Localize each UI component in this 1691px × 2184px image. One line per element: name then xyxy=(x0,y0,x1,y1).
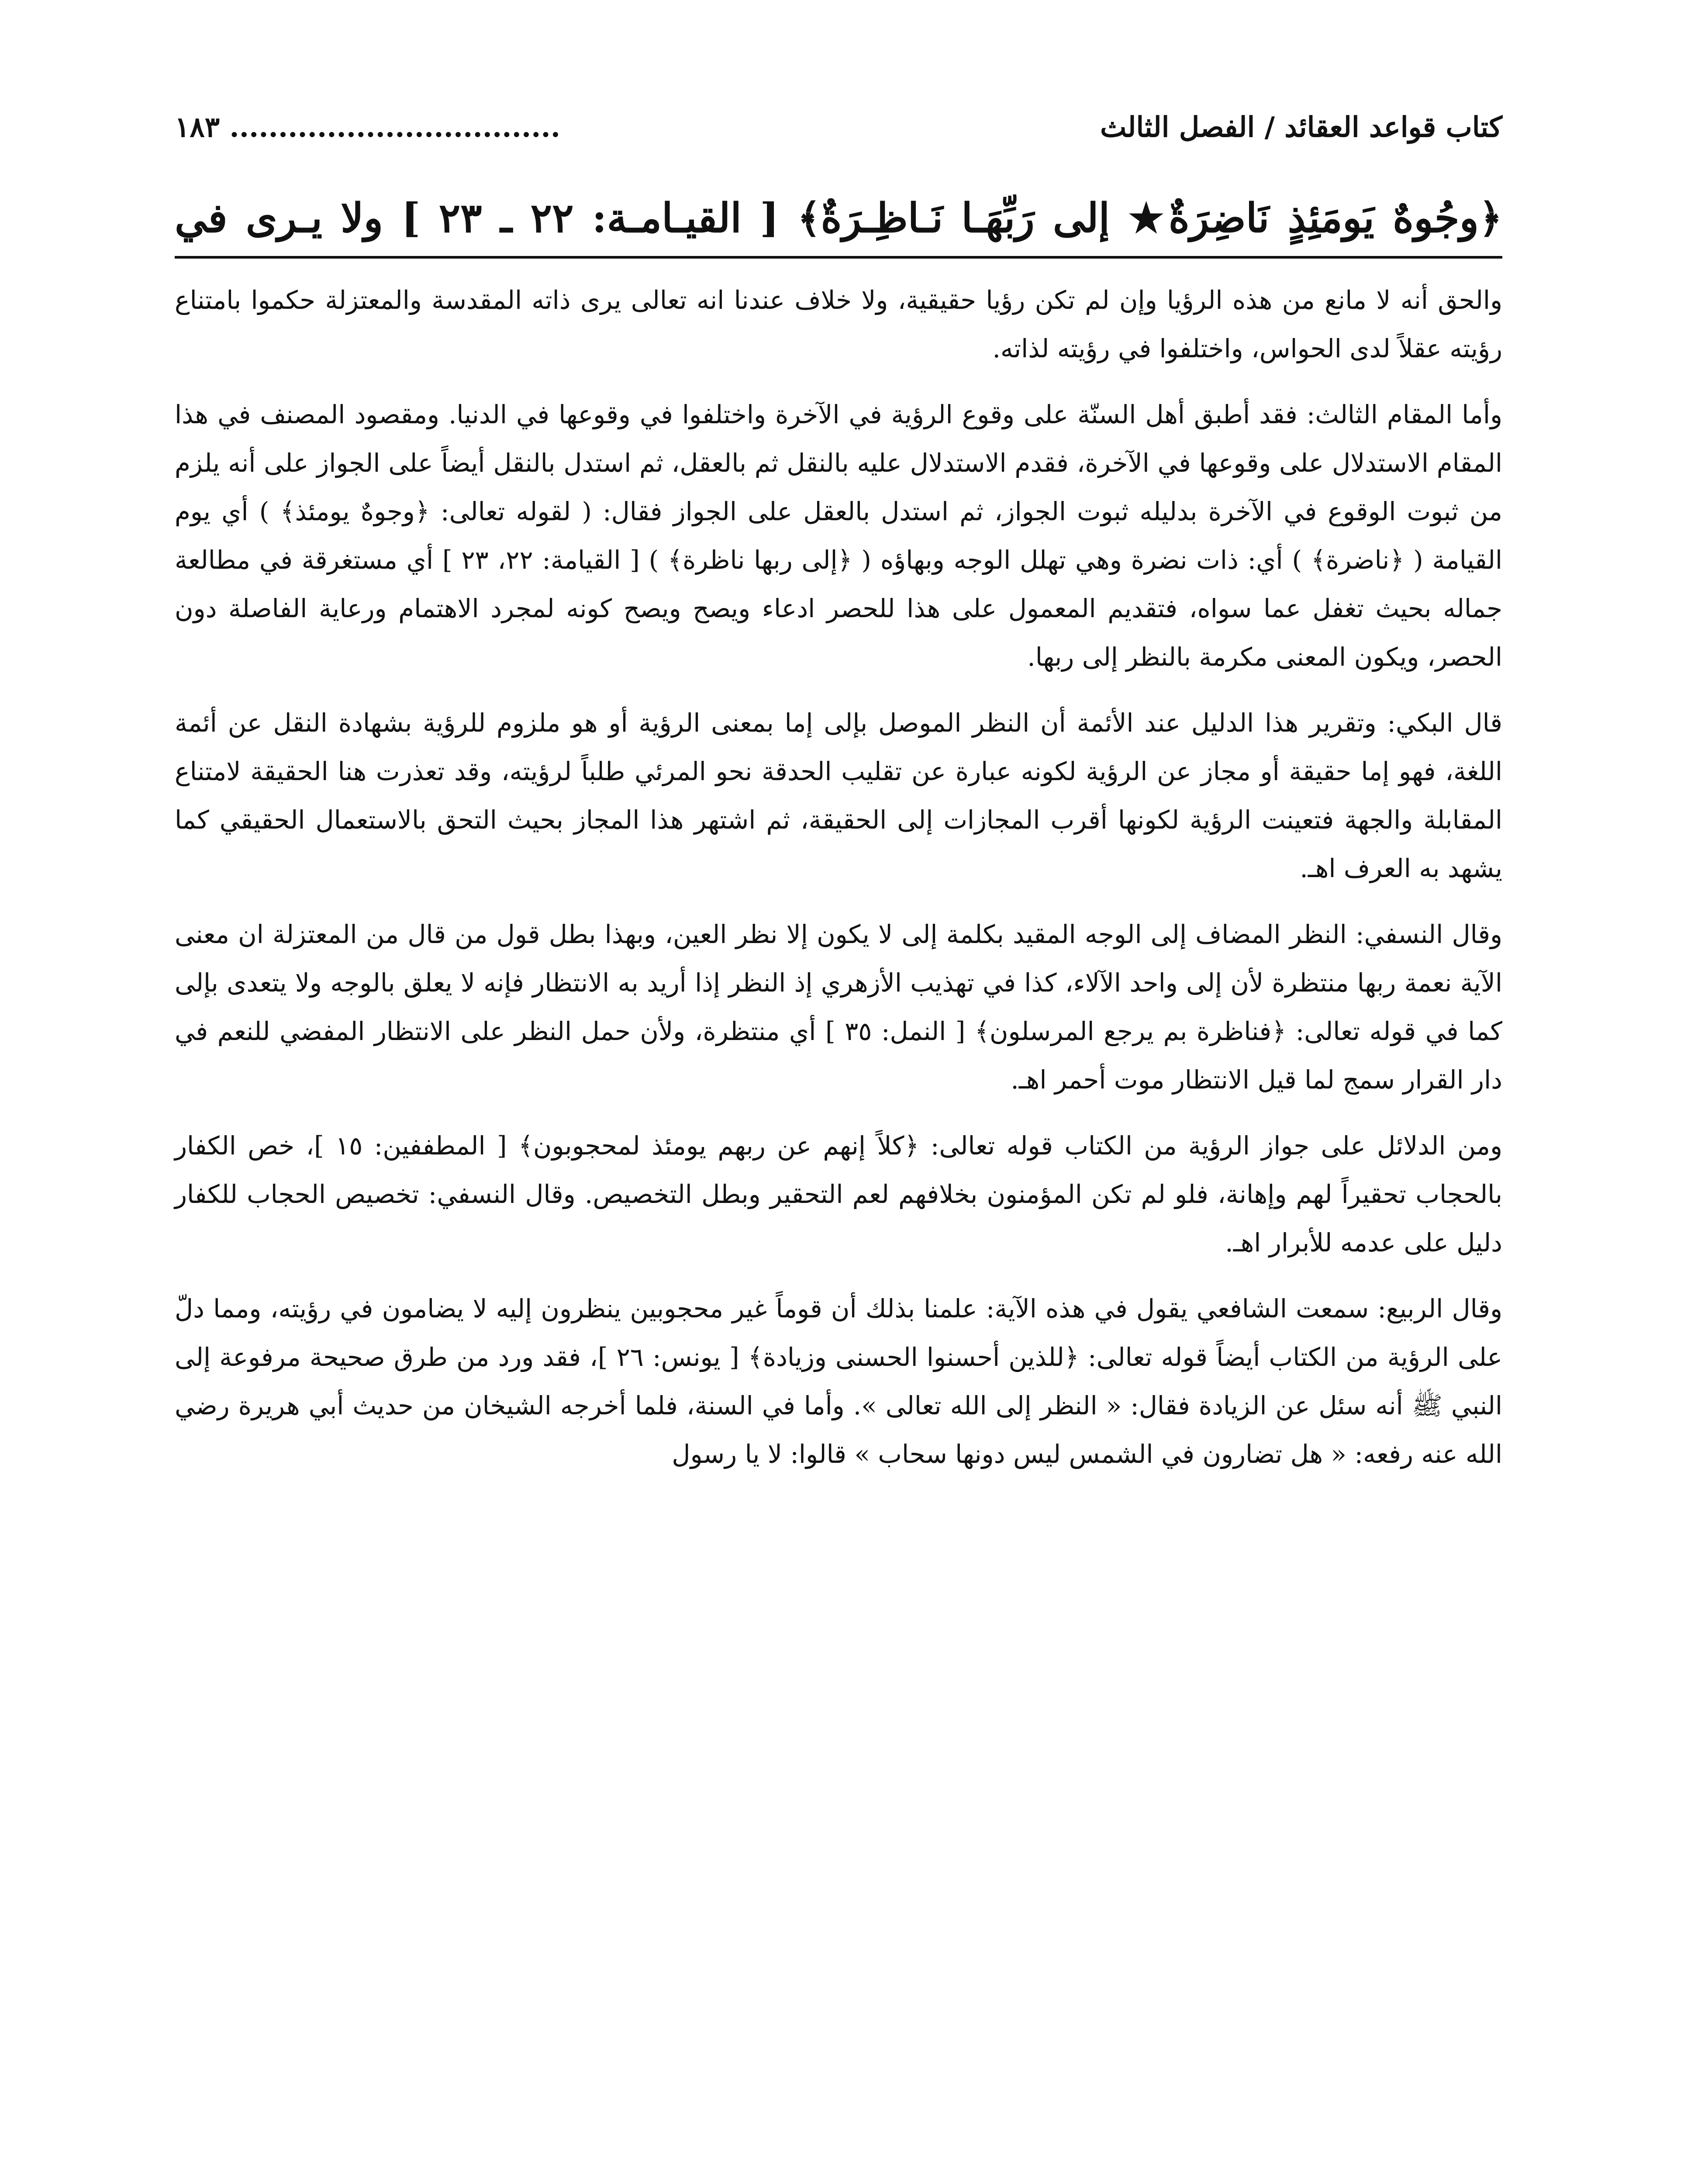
paragraph: والحق أنه لا مانع من هذه الرؤيا وإن لم تكن رؤيا حقيقية، ولا خلاف عندنا انه تعالى يرى ذاته المقدسة والمعتزلة حكموا بامتناع رؤيته عقلاً لدى الحواس، واختلفوا في رؤيته لذاته. xyxy=(175,285,1502,363)
commentary-text xyxy=(175,276,1502,1479)
horizontal-divider xyxy=(175,256,1502,259)
chapter-title: كتاب قواعد العقائد / الفصل الثالث xyxy=(1100,111,1502,144)
paragraph: وأما المقام الثالث: فقد أطبق أهل السنّة على وقوع الرؤية في الآخرة واختلفوا في وقوعها في الدنيا. ومقصود المصنف في هذا المقام الاستدلال على وقوعها في الآخرة، فقدم الاستدلال عليه بالنقل ثم بالعقل، ثم استدل بالنقل أيضاً على الجواز على أنه يلزم من ثبوت الوقوع في الآخرة بدليله ثبوت الجواز، ثم استدل بالعقل على الجواز فقال: ( لقوله تعالى: ﴿وجوهٌ يومئذ﴾ ) أي يوم القيامة ( ﴿ناضرة﴾ ) أي: ذات نضرة وهي تهلل الوجه وبهاؤه ( ﴿إلى ربها ناظرة﴾ ) [ القيامة: ٢٢، ٢٣ ] أي مستغرقة في مطالعة جماله بحيث تغفل عما سواه، فتقديم المعمول على هذا للحصر ادعاء ويصح ويصح كونه لمجرد الاهتمام ورعاية الفاصلة دون الحصر، ويكون المعنى مكرمة بالنظر إلى ربها. xyxy=(175,400,1503,672)
page-number: .................................. ١٨٣ xyxy=(175,111,560,144)
paragraph: وقال النسفي: النظر المضاف إلى الوجه المقيد بكلمة إلى لا يكون إلا نظر العين، وبهذا بطل قول من قال من المعتزلة ان معنى الآية نعمة ربها منتظرة لأن إلى واحد الآلاء، كذا في تهذيب الأزهري إذ النظر إذا أريد به الانتظار فإنه لا يعلق بالوجه ولا يتعدى بإلى كما في قوله تعالى: ﴿فناظرة بم يرجع المرسلون﴾ [ النمل: ٣٥ ] أي منتظرة، ولأن حمل النظر على الانتظار المفضي للنعم في دار القرار سمج لما قيل الانتظار موت أحمر اهـ. xyxy=(175,919,1502,1095)
paragraph: قال البكي: وتقرير هذا الدليل عند الأئمة أن النظر الموصل بإلى إما بمعنى الرؤية أو هو ملزوم للرؤية بشهادة النقل عن أئمة اللغة، فهو إما حقيقة أو مجاز عن الرؤية لكونه عبارة عن تقليب الحدقة نحو المرئي طلباً لرؤيته، وقد تعذرت هنا الحقيقة لامتناع المقابلة والجهة فتعينت الرؤية لكونها أقرب المجازات إلى الحقيقة، ثم اشتهر هذا المجاز بحيث التحق بالاستعمال الحقيقي كما يشهد به العرف اهـ. xyxy=(175,708,1502,883)
quran-verse-line: ﴿وجُوهٌ يَومَئِذٍ نَاضِرَةٌ★ إلى رَبِّهَـا نَـاظِـرَةٌ﴾ [ القيـامـة: ٢٢ ـ ٢٣ ] ولا يـرى في xyxy=(175,194,1502,242)
paragraph: وقال الربيع: سمعت الشافعي يقول في هذه الآية: علمنا بذلك أن قوماً غير محجوبين ينظرون إليه لا يضامون في رؤيته، ومما دلّ على الرؤية من الكتاب أيضاً قوله تعالى: ﴿للذين أحسنوا الحسنى وزيادة﴾ [ يونس: ٢٦ ]، فقد ورد من طرق صحيحة مرفوعة إلى النبي ﷺ أنه سئل عن الزيادة فقال: « النظر إلى الله تعالى ». وأما في السنة، فلما أخرجه الشيخان من حديث أبي هريرة رضي الله عنه رفعه: « هل تضارون في الشمس ليس دونها سحاب » قالوا: لا يا رسول xyxy=(175,1294,1502,1469)
paragraph: ومن الدلائل على جواز الرؤية من الكتاب قوله تعالى: ﴿كلاً إنهم عن ربهم يومئذ لمحجوبون﴾ [ المطففين: ١٥ ]، خص الكفار بالحجاب تحقيراً لهم وإهانة، فلو لم تكن المؤمنون بخلافهم لعم التحقير وبطل التخصيص. وقال النسفي: تخصيص الحجاب للكفار دليل على عدمه للأبرار اهـ. xyxy=(175,1131,1502,1258)
running-header xyxy=(175,109,1502,157)
book-page xyxy=(175,109,1502,1496)
